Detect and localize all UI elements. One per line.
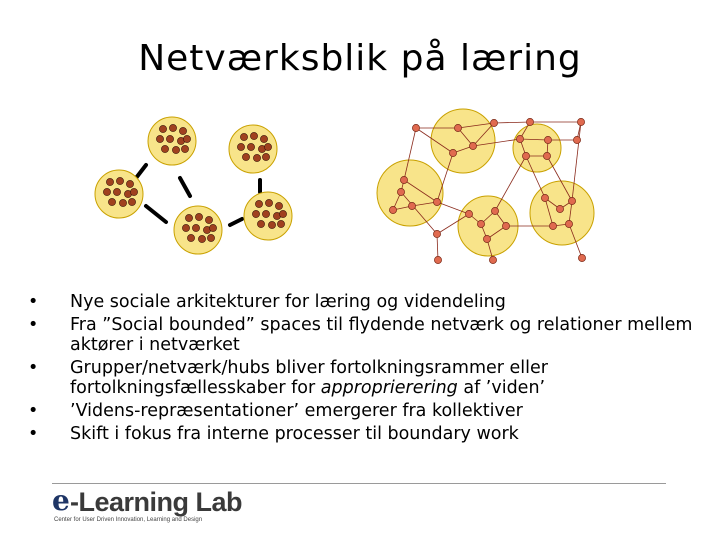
group-link	[136, 165, 146, 178]
group-link	[180, 178, 190, 196]
bullet-item	[28, 424, 708, 444]
network-node	[477, 220, 484, 227]
network-node	[400, 176, 407, 183]
group-member	[187, 234, 194, 241]
network-node	[502, 222, 509, 229]
bullet-item	[28, 401, 708, 421]
bullet-item	[28, 315, 708, 355]
network-node	[549, 222, 556, 229]
group-member	[130, 188, 137, 195]
network-node	[454, 124, 461, 131]
network-node	[434, 256, 441, 263]
bullet-text: Nye sociale arkitekturer for læring og videndeling	[70, 292, 506, 312]
network-node	[433, 198, 440, 205]
group-clusters-diagram	[95, 117, 292, 254]
network-node	[543, 152, 550, 159]
elearning-lab-logo	[52, 486, 252, 526]
footer-divider	[52, 483, 666, 484]
network-node	[449, 149, 456, 156]
group-member	[262, 153, 269, 160]
group-member	[156, 135, 163, 142]
network-node	[516, 135, 523, 142]
network-node	[408, 202, 415, 209]
network-node	[544, 136, 551, 143]
network-hub	[431, 109, 495, 173]
group-member	[195, 213, 202, 220]
network-node	[489, 256, 496, 263]
group-member	[108, 198, 115, 205]
network-node	[490, 119, 497, 126]
group-member	[172, 146, 179, 153]
logo-wordmark: -Learning Lab	[70, 487, 243, 517]
group-member	[198, 235, 205, 242]
group-member	[128, 198, 135, 205]
group-member	[207, 234, 214, 241]
network-node	[491, 207, 498, 214]
group-member	[237, 143, 244, 150]
logo-tagline: Center for User Driven Innovation, Learning and Design	[54, 517, 203, 523]
logo-e-mark: e	[52, 484, 70, 517]
group-member	[265, 199, 272, 206]
network-graph-diagram	[377, 109, 594, 264]
group-member	[103, 188, 110, 195]
group-member	[116, 177, 123, 184]
group-member	[279, 210, 286, 217]
network-node	[389, 206, 396, 213]
group-link	[230, 219, 242, 225]
group-member	[262, 210, 269, 217]
network-node	[526, 118, 533, 125]
group-member	[113, 188, 120, 195]
network-node	[433, 230, 440, 237]
network-edge	[495, 156, 526, 211]
network-node	[483, 235, 490, 242]
group-member	[185, 214, 192, 221]
bullet-text: Grupper/netværk/hubs bliver fortolkningsrammer eller fortolkningsfællesskaber for	[70, 358, 548, 398]
group-member	[182, 224, 189, 231]
network-hub	[513, 124, 561, 172]
network-node	[522, 152, 529, 159]
group-member	[209, 224, 216, 231]
group-member	[205, 216, 212, 223]
network-edge	[494, 122, 530, 123]
group-member	[268, 221, 275, 228]
bullet-dot: •	[28, 292, 39, 312]
bullet-text: Fra ”Social bounded” spaces til flydende netværk og relationer mellem aktører i netværket	[70, 315, 693, 355]
bullet-dot: •	[28, 401, 39, 421]
group-member	[119, 199, 126, 206]
group-member	[126, 180, 133, 187]
group-member	[260, 135, 267, 142]
bullet-item	[28, 292, 708, 312]
group-member	[257, 220, 264, 227]
bullet-text: ’Videns-repræsentationer’ emergerer fra kollektiver	[70, 401, 523, 421]
network-node	[568, 197, 575, 204]
group-member	[161, 145, 168, 152]
bullet-item	[28, 358, 708, 398]
group-member	[106, 178, 113, 185]
network-node	[573, 136, 580, 143]
network-node	[578, 254, 585, 261]
group-member	[179, 127, 186, 134]
bullet-text: Skift i fokus fra interne processer til boundary work	[70, 424, 519, 444]
group-member	[181, 145, 188, 152]
group-member	[250, 132, 257, 139]
bullet-dot: •	[28, 358, 39, 378]
network-node	[565, 220, 572, 227]
group-member	[183, 135, 190, 142]
network-node	[465, 210, 472, 217]
group-member	[247, 143, 254, 150]
group-member	[255, 200, 262, 207]
network-node	[577, 118, 584, 125]
group-member	[253, 154, 260, 161]
group-member	[242, 153, 249, 160]
network-node	[397, 188, 404, 195]
group-member	[192, 224, 199, 231]
slide-title: Netværksblik på læring	[138, 38, 582, 79]
network-node	[541, 194, 548, 201]
group-member	[166, 135, 173, 142]
group-member	[277, 220, 284, 227]
group-member	[252, 210, 259, 217]
network-hub	[377, 160, 443, 226]
network-node	[469, 142, 476, 149]
group-link	[146, 206, 166, 222]
bullet-dot: •	[28, 315, 39, 335]
group-member	[159, 125, 166, 132]
network-node	[556, 205, 563, 212]
group-member	[240, 133, 247, 140]
group-member	[275, 202, 282, 209]
bullet-list	[28, 292, 708, 447]
bullet-dot: •	[28, 424, 39, 444]
network-hub	[530, 181, 594, 245]
group-member	[264, 143, 271, 150]
bullet-emphasis: approprierering	[320, 378, 458, 398]
network-node	[412, 124, 419, 131]
group-member	[169, 124, 176, 131]
bullet-text: af ’viden’	[457, 378, 546, 398]
